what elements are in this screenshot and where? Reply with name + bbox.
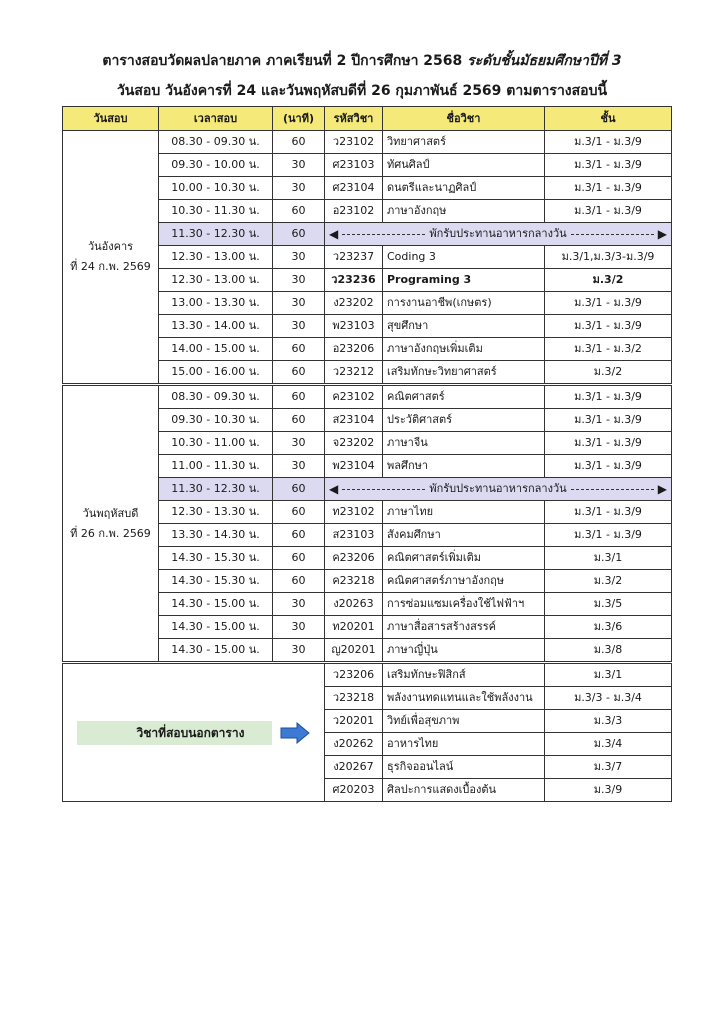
minutes-cell: 30 bbox=[273, 246, 325, 269]
time-cell: 09.30 - 10.00 น. bbox=[159, 154, 273, 177]
time-cell: 13.30 - 14.30 น. bbox=[159, 524, 273, 547]
class-cell: ม.3/1,ม.3/3-ม.3/9 bbox=[545, 246, 672, 269]
subject-cell: คณิตศาสตร์ bbox=[383, 385, 545, 409]
subject-cell: คณิตศาสตร์เพิ่มเติม bbox=[383, 547, 545, 570]
time-cell: 14.30 - 15.30 น. bbox=[159, 570, 273, 593]
lunch-break-cell bbox=[325, 478, 672, 501]
minutes-cell: 30 bbox=[273, 616, 325, 639]
class-cell: ม.3/1 - ม.3/9 bbox=[545, 315, 672, 338]
time-cell: 12.30 - 13.00 น. bbox=[159, 246, 273, 269]
class-cell: ม.3/5 bbox=[545, 593, 672, 616]
extra-subjects-label: วิชาที่สอบนอกตาราง bbox=[77, 721, 273, 745]
code-cell: ศ20203 bbox=[325, 779, 383, 802]
day-label: วันอังคาร bbox=[87, 240, 134, 253]
class-cell: ม.3/1 - ม.3/9 bbox=[545, 432, 672, 455]
minutes-cell: 30 bbox=[273, 154, 325, 177]
minutes-cell: 60 bbox=[273, 385, 325, 409]
code-cell: ง20263 bbox=[325, 593, 383, 616]
time-cell: 10.00 - 10.30 น. bbox=[159, 177, 273, 200]
subject-cell: ภาษาจีน bbox=[383, 432, 545, 455]
class-cell: ม.3/1 - ม.3/9 bbox=[545, 200, 672, 223]
arrow-right-icon bbox=[280, 722, 310, 744]
time-cell: 10.30 - 11.00 น. bbox=[159, 432, 273, 455]
day-date: ที่ 24 ก.พ. 2569 bbox=[70, 260, 151, 273]
minutes-cell: 60 bbox=[273, 570, 325, 593]
code-cell: ส23104 bbox=[325, 409, 383, 432]
arrow-left-icon: ◀ bbox=[329, 227, 339, 241]
class-cell: ม.3/1 bbox=[545, 547, 672, 570]
minutes-cell: 60 bbox=[273, 338, 325, 361]
time-cell: 14.30 - 15.00 น. bbox=[159, 639, 273, 663]
minutes-cell: 60 bbox=[273, 223, 325, 246]
time-cell: 12.30 - 13.30 น. bbox=[159, 501, 273, 524]
code-cell: จ23202 bbox=[325, 432, 383, 455]
class-cell: ม.3/4 bbox=[545, 733, 672, 756]
time-cell: 08.30 - 09.30 น. bbox=[159, 385, 273, 409]
table-row bbox=[63, 663, 672, 687]
subject-cell: ภาษาญี่ปุ่น bbox=[383, 639, 545, 663]
time-cell: 08.30 - 09.30 น. bbox=[159, 131, 273, 154]
code-cell: ค23218 bbox=[325, 570, 383, 593]
code-cell: ว23212 bbox=[325, 361, 383, 385]
class-cell: ม.3/1 - ม.3/2 bbox=[545, 338, 672, 361]
class-cell: ม.3/1 - ม.3/9 bbox=[545, 177, 672, 200]
minutes-cell: 60 bbox=[273, 361, 325, 385]
arrow-right-icon: ▶ bbox=[657, 227, 667, 241]
time-cell: 11.00 - 11.30 น. bbox=[159, 455, 273, 478]
class-cell: ม.3/9 bbox=[545, 779, 672, 802]
exam-schedule-table bbox=[62, 106, 672, 802]
minutes-cell: 30 bbox=[273, 292, 325, 315]
subject-cell: วิทย์เพื่อสุขภาพ bbox=[383, 710, 545, 733]
subject-cell: ภาษาอังกฤษเพิ่มเติม bbox=[383, 338, 545, 361]
minutes-cell: 60 bbox=[273, 200, 325, 223]
header-cell: ชั้น bbox=[545, 107, 672, 131]
subject-cell: ประวัติศาสตร์ bbox=[383, 409, 545, 432]
code-cell: ท20201 bbox=[325, 616, 383, 639]
header-cell: รหัสวิชา bbox=[325, 107, 383, 131]
class-cell: ม.3/7 bbox=[545, 756, 672, 779]
subject-cell: ภาษาอังกฤษ bbox=[383, 200, 545, 223]
subject-cell: วิทยาศาสตร์ bbox=[383, 131, 545, 154]
class-cell: ม.3/1 - ม.3/9 bbox=[545, 292, 672, 315]
day-label: วันพฤหัสบดี bbox=[82, 506, 139, 520]
subject-cell: Coding 3 bbox=[383, 246, 545, 269]
subject-cell: การงานอาชีพ(เกษตร) bbox=[383, 292, 545, 315]
subject-cell: เสริมทักษะฟิสิกส์ bbox=[383, 663, 545, 687]
code-cell: ว23237 bbox=[325, 246, 383, 269]
table-row bbox=[63, 385, 672, 409]
subject-cell: ศิลปะการแสดงเบื้องต้น bbox=[383, 779, 545, 802]
subject-cell: พลศึกษา bbox=[383, 455, 545, 478]
arrow-right-icon: ▶ bbox=[657, 482, 667, 496]
time-cell: 11.30 - 12.30 น. bbox=[159, 478, 273, 501]
class-cell: ม.3/3 - ม.3/4 bbox=[545, 687, 672, 710]
class-cell: ม.3/1 - ม.3/9 bbox=[545, 524, 672, 547]
subject-cell: ภาษาสื่อสารสร้างสรรค์ bbox=[383, 616, 545, 639]
day-cell bbox=[63, 131, 159, 385]
class-cell: ม.3/2 bbox=[545, 269, 672, 292]
code-cell: ค23102 bbox=[325, 385, 383, 409]
minutes-cell: 30 bbox=[273, 432, 325, 455]
header-row bbox=[63, 107, 672, 131]
code-cell: ท23102 bbox=[325, 501, 383, 524]
minutes-cell: 60 bbox=[273, 524, 325, 547]
minutes-cell: 30 bbox=[273, 639, 325, 663]
minutes-cell: 60 bbox=[273, 547, 325, 570]
minutes-cell: 60 bbox=[273, 478, 325, 501]
minutes-cell: 30 bbox=[273, 269, 325, 292]
title-part-b: ระดับชั้นมัธยมศึกษาปีที่ 3 bbox=[467, 53, 622, 69]
class-cell: ม.3/2 bbox=[545, 570, 672, 593]
code-cell: ง20267 bbox=[325, 756, 383, 779]
code-cell: ง23202 bbox=[325, 292, 383, 315]
subject-cell: เสริมทักษะวิทยาศาสตร์ bbox=[383, 361, 545, 385]
subject-cell: การซ่อมแซมเครื่องใช้ไฟฟ้าฯ bbox=[383, 593, 545, 616]
header-cell: เวลาสอบ bbox=[159, 107, 273, 131]
subject-cell: ภาษาไทย bbox=[383, 501, 545, 524]
day-cell bbox=[63, 385, 159, 663]
time-cell: 12.30 - 13.00 น. bbox=[159, 269, 273, 292]
arrow-left-icon: ◀ bbox=[329, 482, 339, 496]
subject-cell: Programing 3 bbox=[383, 269, 545, 292]
document-title bbox=[0, 50, 724, 72]
time-cell: 13.30 - 14.00 น. bbox=[159, 315, 273, 338]
extra-label-cell bbox=[63, 663, 325, 802]
minutes-cell: 60 bbox=[273, 131, 325, 154]
time-cell: 13.00 - 13.30 น. bbox=[159, 292, 273, 315]
class-cell: ม.3/1 - ม.3/9 bbox=[545, 455, 672, 478]
time-cell: 09.30 - 10.30 น. bbox=[159, 409, 273, 432]
class-cell: ม.3/2 bbox=[545, 361, 672, 385]
subject-cell: สังคมศึกษา bbox=[383, 524, 545, 547]
subject-cell: ทัศนศิลป์ bbox=[383, 154, 545, 177]
time-cell: 10.30 - 11.30 น. bbox=[159, 200, 273, 223]
subject-cell: ธุรกิจออนไลน์ bbox=[383, 756, 545, 779]
time-cell: 14.30 - 15.00 น. bbox=[159, 616, 273, 639]
code-cell: ว23102 bbox=[325, 131, 383, 154]
lunch-label: พักรับประทานอาหารกลางวัน bbox=[429, 482, 567, 495]
minutes-cell: 60 bbox=[273, 501, 325, 524]
time-cell: 14.30 - 15.00 น. bbox=[159, 593, 273, 616]
minutes-cell: 30 bbox=[273, 177, 325, 200]
lunch-label: พักรับประทานอาหารกลางวัน bbox=[429, 227, 567, 240]
day-date: ที่ 26 ก.พ. 2569 bbox=[70, 526, 151, 540]
class-cell: ม.3/1 - ม.3/9 bbox=[545, 154, 672, 177]
time-cell: 11.30 - 12.30 น. bbox=[159, 223, 273, 246]
code-cell: พ23104 bbox=[325, 455, 383, 478]
class-cell: ม.3/1 bbox=[545, 663, 672, 687]
code-cell: ว20201 bbox=[325, 710, 383, 733]
title-part-a: ตารางสอบวัดผลปลายภาค ภาคเรียนที่ 2 ปีการศึกษา 2568 bbox=[102, 53, 468, 69]
code-cell: ง20262 bbox=[325, 733, 383, 756]
class-cell: ม.3/1 - ม.3/9 bbox=[545, 501, 672, 524]
time-cell: 14.00 - 15.00 น. bbox=[159, 338, 273, 361]
minutes-cell: 30 bbox=[273, 593, 325, 616]
subject-cell: พลังงานทดแทนและใช้พลังงาน bbox=[383, 687, 545, 710]
code-cell: พ23103 bbox=[325, 315, 383, 338]
class-cell: ม.3/6 bbox=[545, 616, 672, 639]
header-cell: (นาที) bbox=[273, 107, 325, 131]
code-cell: ศ23103 bbox=[325, 154, 383, 177]
class-cell: ม.3/8 bbox=[545, 639, 672, 663]
subject-cell: อาหารไทย bbox=[383, 733, 545, 756]
code-cell: ศ23104 bbox=[325, 177, 383, 200]
minutes-cell: 60 bbox=[273, 409, 325, 432]
code-cell: อ23102 bbox=[325, 200, 383, 223]
class-cell: ม.3/1 - ม.3/9 bbox=[545, 131, 672, 154]
code-cell: ส23103 bbox=[325, 524, 383, 547]
subject-cell: คณิตศาสตร์ภาษาอังกฤษ bbox=[383, 570, 545, 593]
lunch-break-cell bbox=[325, 223, 672, 246]
code-cell: ว23206 bbox=[325, 663, 383, 687]
header-cell: ชื่อวิชา bbox=[383, 107, 545, 131]
code-cell: ว23218 bbox=[325, 687, 383, 710]
code-cell: อ23206 bbox=[325, 338, 383, 361]
table-row bbox=[63, 131, 672, 154]
code-cell: ญ20201 bbox=[325, 639, 383, 663]
subject-cell: สุขศึกษา bbox=[383, 315, 545, 338]
code-cell: ค23206 bbox=[325, 547, 383, 570]
code-cell: ว23236 bbox=[325, 269, 383, 292]
minutes-cell: 30 bbox=[273, 455, 325, 478]
subject-cell: ดนตรีและนาฏศิลป์ bbox=[383, 177, 545, 200]
document-subtitle: วันสอบ วันอังคารที่ 24 และวันพฤหัสบดีที่ 26 กุมภาพันธ์ 2569 ตามตารางสอบนี้ bbox=[116, 83, 608, 99]
class-cell: ม.3/3 bbox=[545, 710, 672, 733]
time-cell: 15.00 - 16.00 น. bbox=[159, 361, 273, 385]
time-cell: 14.30 - 15.30 น. bbox=[159, 547, 273, 570]
class-cell: ม.3/1 - ม.3/9 bbox=[545, 409, 672, 432]
header-cell: วันสอบ bbox=[63, 107, 159, 131]
minutes-cell: 30 bbox=[273, 315, 325, 338]
class-cell: ม.3/1 - ม.3/9 bbox=[545, 385, 672, 409]
